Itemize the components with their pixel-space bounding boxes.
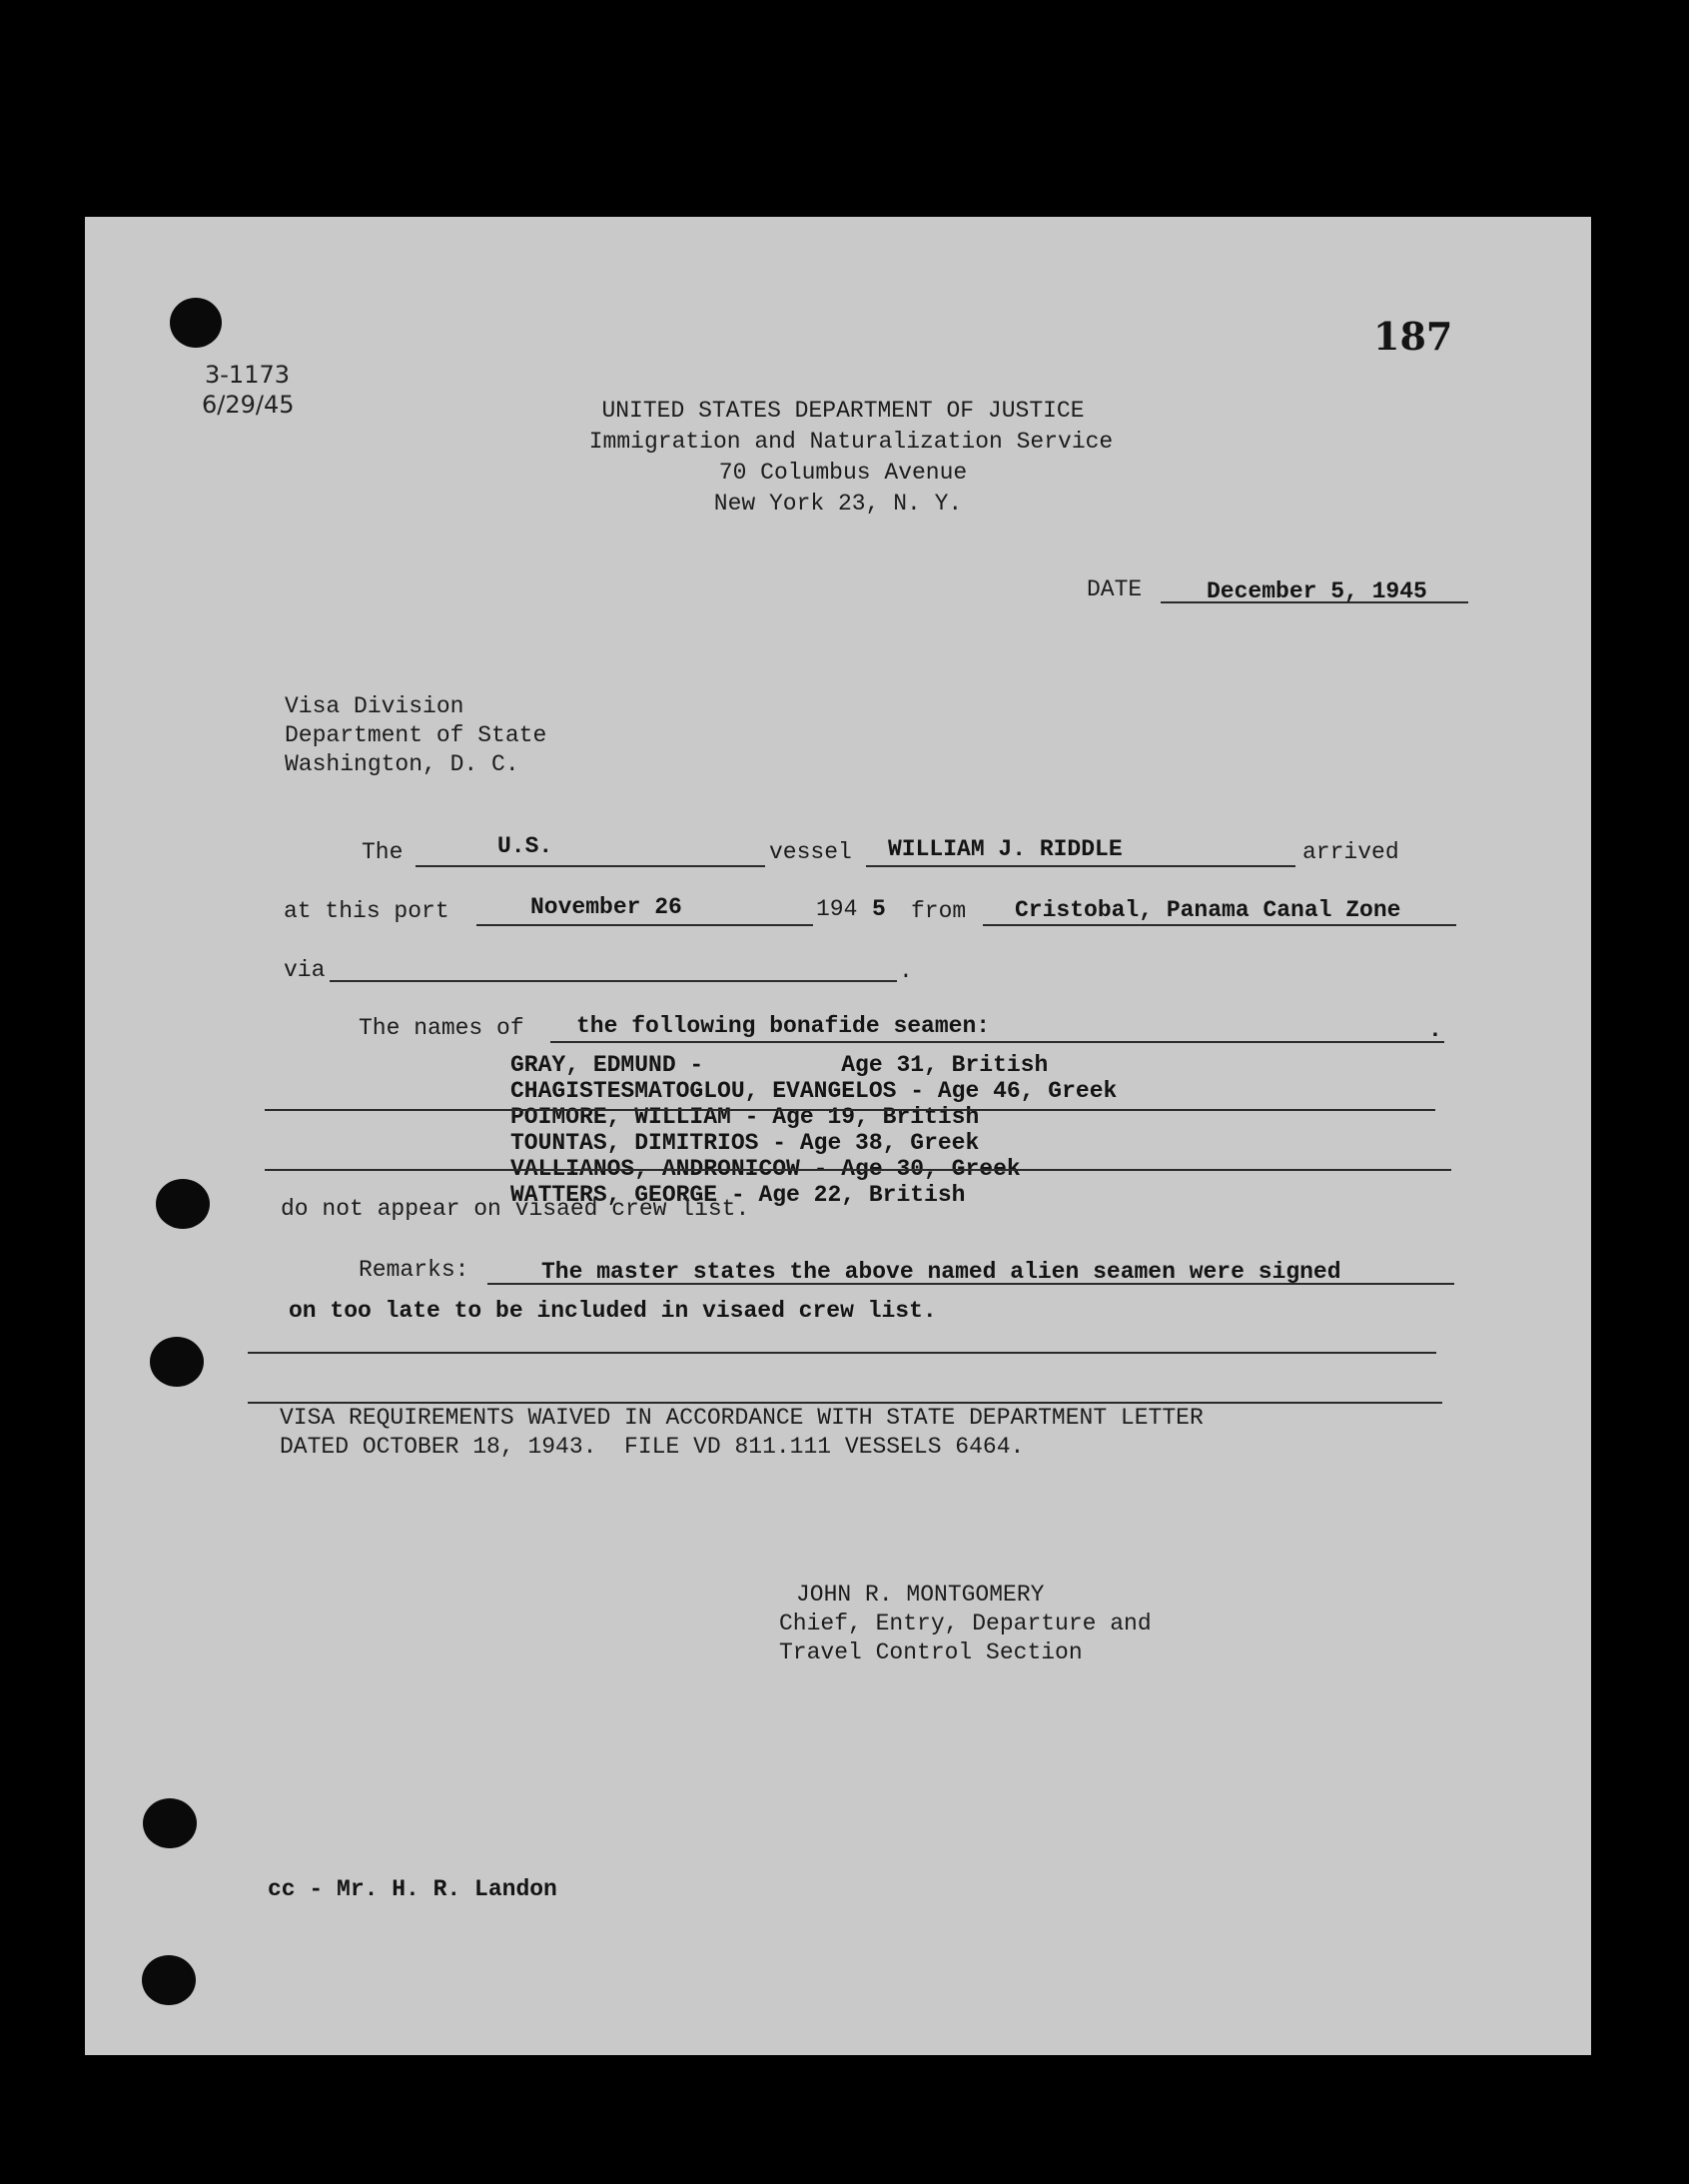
- origin-port: Cristobal, Panama Canal Zone: [1015, 897, 1401, 923]
- blank-line-1: [265, 1109, 1435, 1111]
- names-prefix: The names of: [359, 1015, 524, 1041]
- date-value: December 5, 1945: [1207, 578, 1427, 604]
- letterhead-line: New York 23, N. Y.: [713, 491, 963, 517]
- punch-hole-top: [170, 298, 222, 348]
- remarks-label: Remarks:: [359, 1257, 469, 1283]
- vessel-prefix: The: [362, 839, 404, 865]
- punch-hole-mid-1: [156, 1179, 210, 1229]
- seaman-entry: VALLIANOS, ANDRONICOW - Age 30, Greek: [510, 1156, 1021, 1182]
- via-underline: [330, 980, 897, 982]
- arrival-date-underline: [476, 924, 813, 926]
- via-label: via: [284, 957, 326, 983]
- blank-line-2: [265, 1169, 1451, 1171]
- via-period: .: [899, 958, 913, 984]
- seaman-entry: WATTERS, GEORGE - Age 22, British: [510, 1182, 966, 1208]
- names-underline: [550, 1041, 1444, 1043]
- vessel-name-underline: [866, 865, 1295, 867]
- letterhead-line: Immigration and Naturalization Service: [588, 429, 1114, 455]
- letterhead-line: 70 Columbus Avenue: [718, 460, 968, 486]
- vessel-label: vessel: [769, 839, 852, 865]
- remarks-line-1: The master states the above named alien seamen were signed: [541, 1259, 1341, 1285]
- addressee-line: Visa Division: [285, 693, 464, 719]
- signature-title: Travel Control Section: [779, 1639, 1083, 1665]
- signature-title: Chief, Entry, Departure and: [779, 1611, 1152, 1637]
- remarks-line-2: on too late to be included in visaed crew list.: [289, 1298, 937, 1324]
- vessel-flag: U.S.: [497, 833, 553, 859]
- handwritten-note-line-2: 6/29/45: [202, 391, 295, 419]
- port-prefix: at this port: [284, 898, 449, 924]
- punch-hole-bottom-1: [143, 1798, 197, 1848]
- origin-underline: [983, 924, 1456, 926]
- handwritten-note-line-1: 3-1173: [205, 361, 291, 389]
- names-period: .: [1428, 1017, 1442, 1043]
- addressee-line: Washington, D. C.: [285, 751, 519, 777]
- date-underline: [1161, 601, 1468, 603]
- seaman-entry: TOUNTAS, DIMITRIOS - Age 38, Greek: [510, 1130, 980, 1156]
- flag-underline: [416, 865, 765, 867]
- punch-hole-mid-2: [150, 1337, 204, 1387]
- seaman-entry: POIMORE, WILLIAM - Age 19, British: [510, 1104, 980, 1130]
- date-label: DATE: [1087, 576, 1143, 602]
- page-number: 187: [1373, 314, 1453, 359]
- arrival-year-digit: 5: [872, 896, 886, 922]
- letterhead: [443, 397, 1243, 518]
- signature-name: JOHN R. MONTGOMERY: [796, 1582, 1045, 1608]
- names-value: the following bonafide seamen:: [576, 1013, 991, 1039]
- vessel-suffix: arrived: [1302, 839, 1399, 865]
- seaman-entry: CHAGISTESMATOGLOU, EVANGELOS - Age 46, Greek: [510, 1078, 1118, 1104]
- arrival-date: November 26: [530, 894, 682, 920]
- punch-hole-bottom-2: [142, 1955, 196, 2005]
- remarks-blank-line-1: [248, 1352, 1436, 1354]
- cc-line: cc - Mr. H. R. Landon: [268, 1876, 557, 1902]
- waiver-line-2: DATED OCTOBER 18, 1943. FILE VD 811.111 VESSELS 6464.: [280, 1434, 1025, 1460]
- appear-line: do not appear on visaed crew list.: [281, 1196, 750, 1222]
- letterhead-line: UNITED STATES DEPARTMENT OF JUSTICE: [601, 398, 1085, 424]
- arrival-year-prefix: 194: [816, 896, 858, 922]
- addressee-line: Department of State: [285, 722, 547, 748]
- vessel-name: WILLIAM J. RIDDLE: [888, 836, 1123, 862]
- seaman-entry: GRAY, EDMUND - Age 31, British: [510, 1052, 1049, 1078]
- from-label: from: [911, 898, 967, 924]
- waiver-line-1: VISA REQUIREMENTS WAIVED IN ACCORDANCE WITH STATE DEPARTMENT LETTER: [280, 1405, 1204, 1431]
